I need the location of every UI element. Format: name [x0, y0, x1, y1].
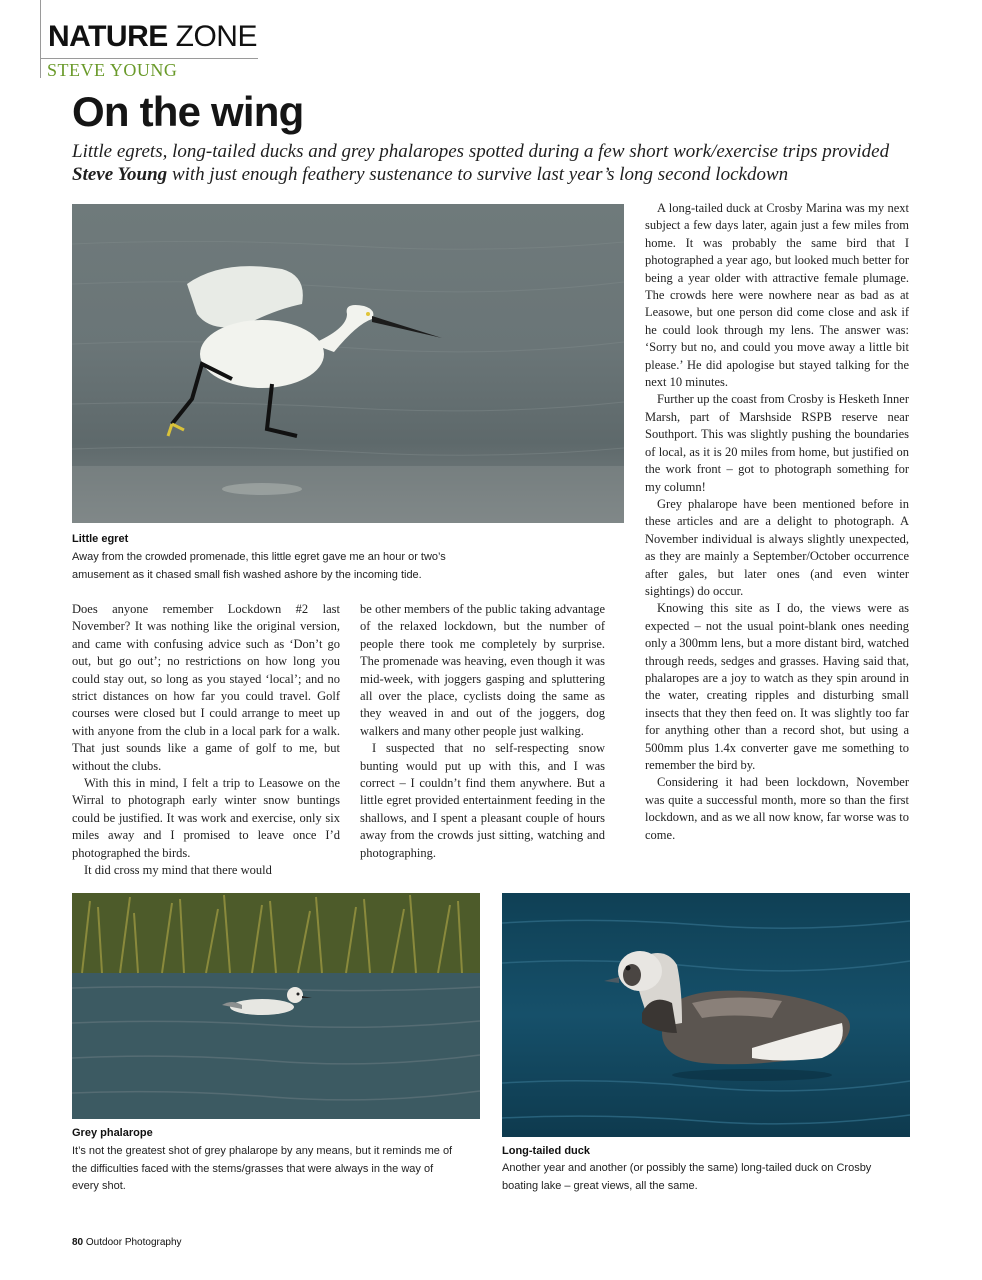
- body-paragraph: A long-tailed duck at Crosby Marina was my next subject a few days later, again just a few miles from home. It was probably the same bird that I photographed a year ago, but looked much better for being a year older with attractive female plumage. The crowds here were nowhere near as bad as at Leasowe, but one person did come close and ask if he could look through my lens. The answer was: ‘Sorry but no, and could you move away a little bit please.’ He did apologise but stayed talking for the next 10 minutes.: [645, 201, 909, 390]
- phalarope-caption-text: It’s not the greatest shot of grey phalarope by any means, but it reminds me of the difficulties faced with the stems/grasses that were always in the way of every shot.: [72, 1145, 453, 1192]
- author-name: STEVE YOUNG: [47, 60, 178, 80]
- body-paragraph: Does anyone remember Lockdown #2 last November? It was nothing like the original version, and came with confusing advice such as ‘Don’t go out, but go out’; no restrictions on how long you could stay out, so long as you stayed ‘local’; and no strict distances on how far you could travel. Golf courses were closed but I could arrange to meet up with anyone from the club in a local park for a walk. That just sounds like a game of golf to me, but without the clubs.: [72, 602, 340, 773]
- duck-caption-text: Another year and another (or possibly the same) long-tailed duck on Crosby boating lake – great views, all the same.: [502, 1162, 872, 1192]
- body-paragraph: It did cross my mind that there would: [84, 863, 272, 878]
- body-paragraph: Further up the coast from Crosby is Hesketh Inner Marsh, part of Marshside RSPB reserve near Southport. This was slightly pushing the boundaries of local, as it is 20 miles from home, but justified on the work front – got to photograph something for my column!: [645, 392, 909, 494]
- egret-caption-title: Little egret: [72, 533, 129, 545]
- little-egret-photo: [72, 204, 624, 523]
- standfirst: [72, 140, 912, 186]
- header-rule-horizontal: [40, 58, 258, 59]
- body-paragraph: be other members of the public taking advantage of the relaxed lockdown, but the number of people there took me completely by surprise. The promenade was heaving, even though it was mid-week, with joggers gasping and spluttering all over the place, cyclists doing the same as they weaved in and out of the joggers, dog walkers and many other people just walking.: [360, 602, 605, 738]
- long-tailed-duck-photo: [502, 893, 910, 1137]
- section-title-bold: NATURE: [48, 20, 168, 53]
- section-title-light: ZONE: [167, 20, 257, 53]
- duck-caption-title: Long-tailed duck: [502, 1145, 590, 1157]
- body-paragraph: With this in mind, I felt a trip to Leasowe on the Wirral to photograph early winter snow buntings could be justified. It was work and exercise, only six miles away and I promised to leave once I’d photographed the birds.: [72, 776, 340, 860]
- standfirst-part2: with just enough feathery sustenance to survive last year’s long second lockdown: [167, 164, 789, 185]
- headline: On the wing: [72, 88, 304, 135]
- folio: [72, 1237, 182, 1248]
- body-paragraph: Knowing this site as I do, the views were as expected – not the usual point-blank ones needing only a 300mm lens, but a more distant bird, watched through reeds, sedges and grasses. Having said that, phalaropes are a joy to watch as they spin around in the water, creating ripples and disturbing small insects that they then feed on. It was slightly too far for anything other than a record shot, but using a 500mm plus 1.4x converter gave me something to remember the bird by.: [645, 601, 909, 772]
- body-column-1: [72, 601, 340, 880]
- little-egret-illustration: [72, 204, 624, 523]
- page-number: 80: [72, 1237, 84, 1248]
- phalarope-caption-title: Grey phalarope: [72, 1127, 153, 1139]
- section-title: [48, 22, 257, 52]
- long-tailed-duck-illustration: [502, 893, 910, 1137]
- body-column-2: [360, 601, 605, 862]
- body-paragraph: Grey phalarope have been mentioned before in these articles and are a delight to photograph. A November individual is always slightly unexpected, as they are mainly a September/October occurrence after gales, but later ones (and even winter sightings) do occur.: [645, 496, 909, 598]
- body-column-3: [645, 200, 909, 844]
- header-rule-vertical: [40, 0, 41, 78]
- body-paragraph: Considering it had been lockdown, November was quite a successful month, more so than the first lockdown, and as we all now know, far worse was to come.: [645, 775, 909, 842]
- magazine-title: Outdoor Photography: [85, 1237, 182, 1248]
- grey-phalarope-photo: [72, 893, 480, 1119]
- standfirst-author: Steve Young: [72, 164, 168, 185]
- body-paragraph: I suspected that no self-respecting snow bunting would put up with this, and I was correct – I couldn’t find them anywhere. But a little egret provided entertainment feeding in the shallows, and I spent a pleasant couple of hours away from the crowds just sitting, watching and photographing.: [360, 741, 605, 860]
- standfirst-part1: Little egrets, long-tailed ducks and grey phalaropes spotted during a few short work/exercise trips provided: [72, 141, 890, 162]
- grey-phalarope-illustration: [72, 893, 480, 1119]
- egret-caption-text: Away from the crowded promenade, this little egret gave me an hour or two’s amusement as it chased small fish washed ashore by the incoming tide.: [72, 551, 446, 581]
